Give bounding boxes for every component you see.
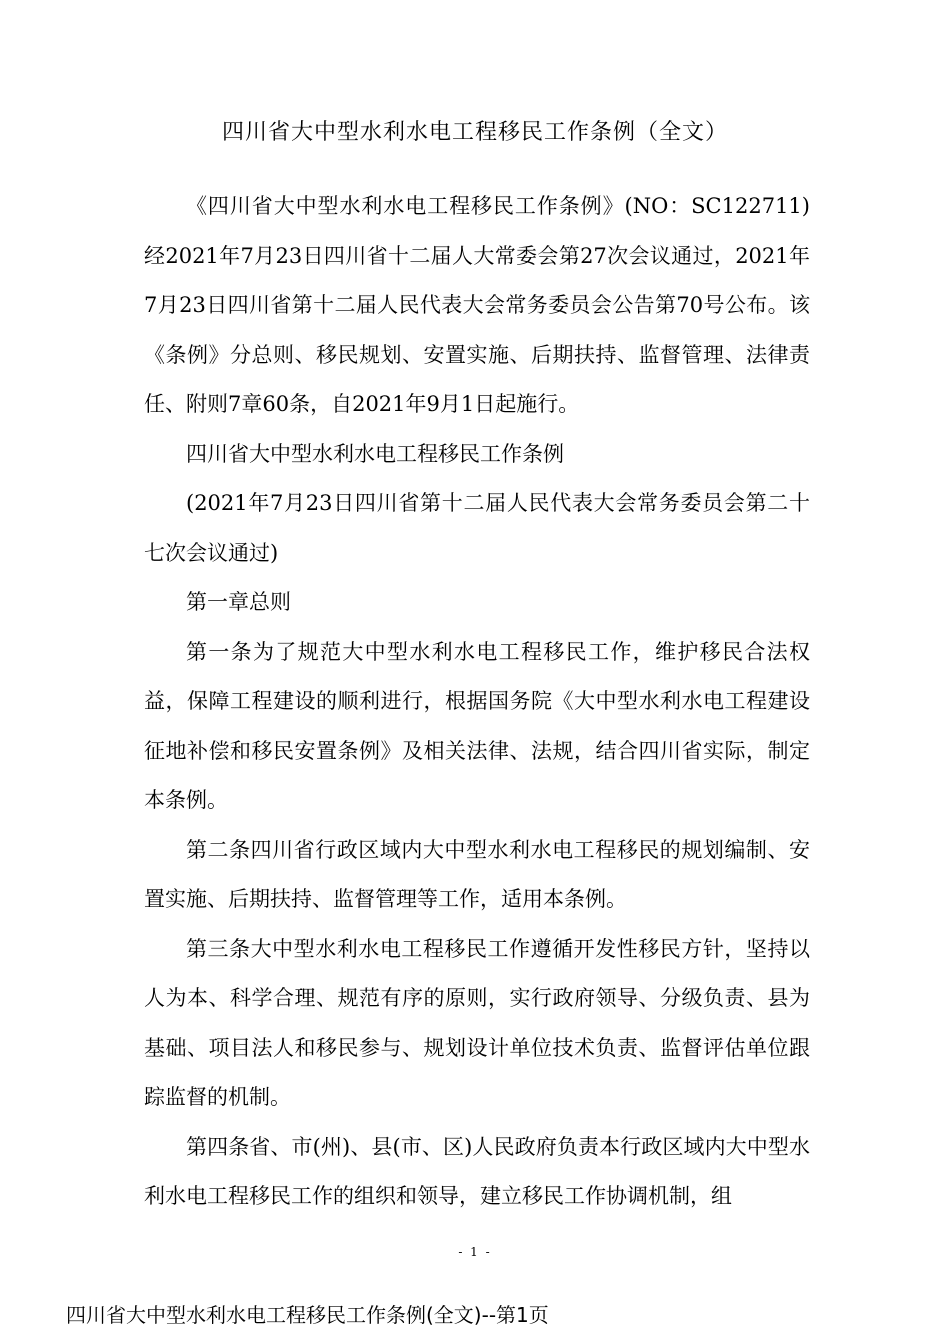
article-4: 第四条省、市(州)、县(市、区)人民政府负责本行政区域内大中型水利水电工程移民工作的组织和领导，建立移民工作协调机制，组: [144, 1134, 810, 1208]
article-1: 第一条为了规范大中型水利水电工程移民工作，维护移民合法权益，保障工程建设的顺利进行，根据国务院《大中型水利水电工程建设征地补偿和移民安置条例》及相关法律、法规，结合四川省实际，制定本条例。: [144, 639, 810, 812]
document-title: 四川省大中型水利水电工程移民工作条例（全文）: [221, 120, 728, 145]
document-body: [144, 182, 810, 1222]
chapter-heading: 第一章总则: [186, 590, 291, 614]
page-number: - 1 -: [458, 1245, 492, 1259]
article-2: 第二条四川省行政区域内大中型水利水电工程移民的规划编制、安置实施、后期扶持、监督管理等工作，适用本条例。: [144, 837, 810, 911]
footer-caption: 四川省大中型水利水电工程移民工作条例(全文)--第1页: [66, 1303, 549, 1327]
paragraph-adoption-note: (2021年7月23日四川省第十二届人民代表大会常务委员会第二十七次会议通过): [144, 491, 810, 565]
paragraph-regulation-name: 四川省大中型水利水电工程移民工作条例: [186, 441, 564, 466]
article-3: 第三条大中型水利水电工程移民工作遵循开发性移民方针，坚持以人为本、科学合理、规范有序的原则，实行政府领导、分级负责、县为基础、项目法人和移民参与、规划设计单位技术负责、监督评估单位跟踪监督的机制。: [144, 936, 810, 1109]
paragraph-intro: 《四川省大中型水利水电工程移民工作条例》(NO：SC122711)经2021年7月23日四川省十二届人大常委会第27次会议通过，2021年7月23日四川省第十二届人民代表大会常务委员会公告第70号公布。该《条例》分总则、移民规划、安置实施、后期扶持、监督管理、法律责任、附则7章60条，自2021年9月1日起施行。: [144, 194, 810, 416]
